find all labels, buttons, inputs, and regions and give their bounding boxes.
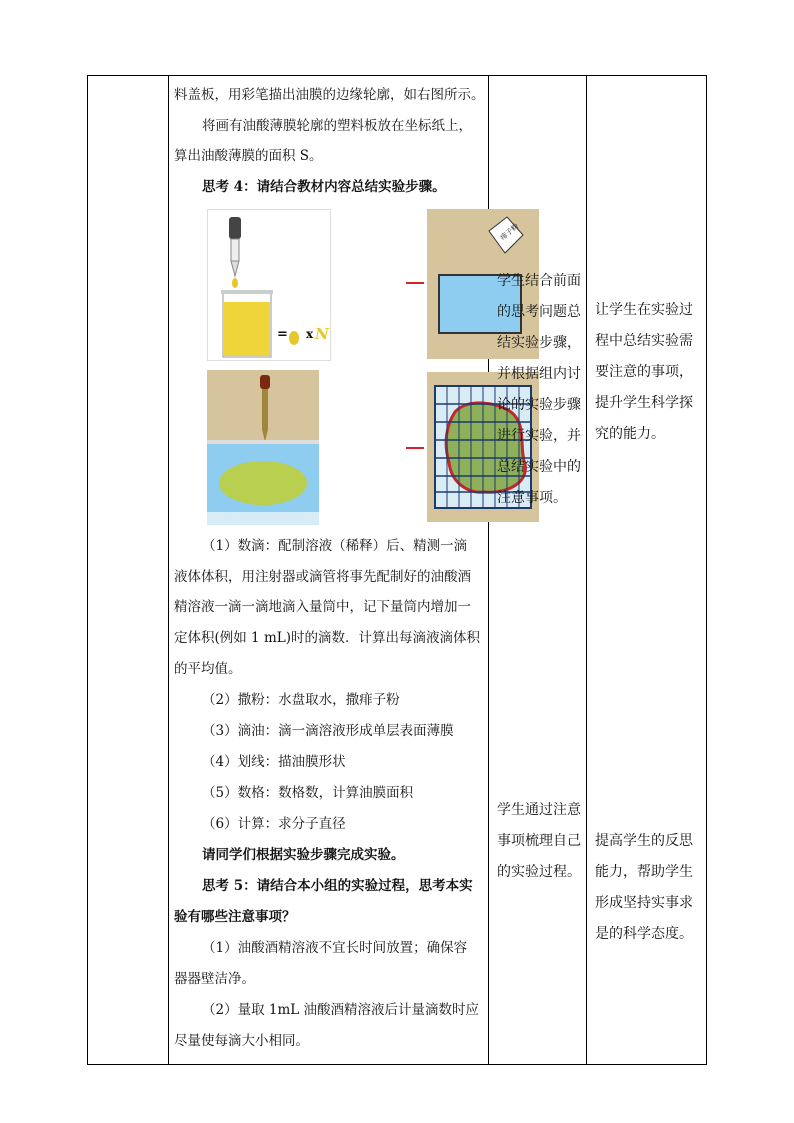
- text-line: 究的能力。: [595, 426, 665, 442]
- text-line: 的思考问题总: [497, 304, 581, 320]
- step-5-line: （5）数格：数格数，计算油膜面积: [202, 785, 414, 801]
- think-5-heading: 验有哪些注意事项？: [174, 909, 296, 925]
- note-1-line: （1）油酸酒精溶液不宜长时间放置；确保容: [202, 940, 468, 956]
- column-divider: [168, 76, 169, 1064]
- step-1-line: 液体体积，用注射器或滴管将事先配制好的油酸酒: [174, 569, 471, 585]
- text-line: 要注意的事项，: [595, 364, 693, 380]
- powder-tag-label: 痱子粉: [498, 222, 521, 242]
- text-line: 事项梳理自己: [497, 833, 581, 849]
- formula-equals: =: [277, 327, 288, 342]
- design-intent-column: [587, 76, 707, 1064]
- complete-experiment-instruction: 请同学们根据实验步骤完成实验。: [202, 847, 405, 863]
- text-line: 是的科学态度。: [595, 926, 693, 942]
- student-activity-column: [489, 76, 586, 1064]
- text-line: 料盖板，用彩笔描出油膜的边缘轮廓，如右图所示。: [174, 87, 485, 103]
- step-1-line: 定体积(例如 1 mL)时的滴数．计算出每滴液滴体积: [174, 630, 480, 646]
- step-2-line: （2）撒粉：水盘取水，撒痱子粉: [202, 692, 400, 708]
- panel-dropper-cylinder: [207, 209, 331, 361]
- text-line: 让学生在实验过: [595, 302, 693, 318]
- step-1-line: （1）数滴：配制溶液（稀释）后、精测一滴: [202, 538, 468, 554]
- arrow-right: [406, 282, 424, 284]
- text-line: 形成坚持实事求: [595, 895, 693, 911]
- step-1-line: 精溶液一滴一滴地滴入量筒中，记下量筒内增加一: [174, 599, 471, 615]
- text-line: 算出油酸薄膜的面积 S。: [174, 148, 323, 164]
- note-2-line: （2）量取 1mL 油酸酒精溶液后计量滴数时应: [202, 1002, 480, 1018]
- formula-times: x: [306, 327, 314, 341]
- text-line: 提升学生科学探: [595, 395, 693, 411]
- note-2-line: 尽量使每滴大小相同。: [174, 1033, 309, 1049]
- step-3-line: （3）滴油：滴一滴溶液形成单层表面薄膜: [202, 723, 454, 739]
- text-line: 进行实验，并: [497, 428, 581, 444]
- text-line: 学生通过注意: [497, 802, 581, 818]
- text-line: 提高学生的反思: [595, 833, 693, 849]
- note-1-line: 器器壁洁净。: [174, 971, 255, 987]
- teaching-content-column: [174, 76, 521, 1064]
- panel-oil-drop: [207, 370, 319, 525]
- step-1-line: 的平均值。: [174, 661, 242, 677]
- formula-n: N: [315, 325, 329, 343]
- formula-drop: [289, 331, 299, 345]
- text-line: 能力，帮助学生: [595, 864, 693, 880]
- step-4-line: （4）划线：描油膜形状: [202, 754, 346, 770]
- lesson-table: [87, 75, 707, 1065]
- text-line: 将画有油酸薄膜轮廓的塑料板放在坐标纸上，: [202, 118, 472, 134]
- text-line: 总结实验中的: [497, 459, 581, 475]
- think-5-heading: 思考 5：请结合本小组的实验过程，思考本实: [202, 878, 473, 894]
- text-line: 程中总结实验需: [595, 333, 693, 349]
- text-line: 结实验步骤，: [497, 335, 581, 351]
- text-line: 学生结合前面: [497, 273, 581, 289]
- arrow-right: [406, 447, 424, 449]
- text-line: 并根据组内讨: [497, 366, 581, 382]
- text-line: 注意事项。: [497, 490, 567, 506]
- text-line: 的实验过程。: [497, 864, 581, 880]
- step-6-line: （6）计算：求分子直径: [202, 816, 346, 832]
- text-line: 论的实验步骤: [497, 397, 581, 413]
- think-4-heading: 思考 4：请结合教材内容总结实验步骤。: [202, 179, 446, 195]
